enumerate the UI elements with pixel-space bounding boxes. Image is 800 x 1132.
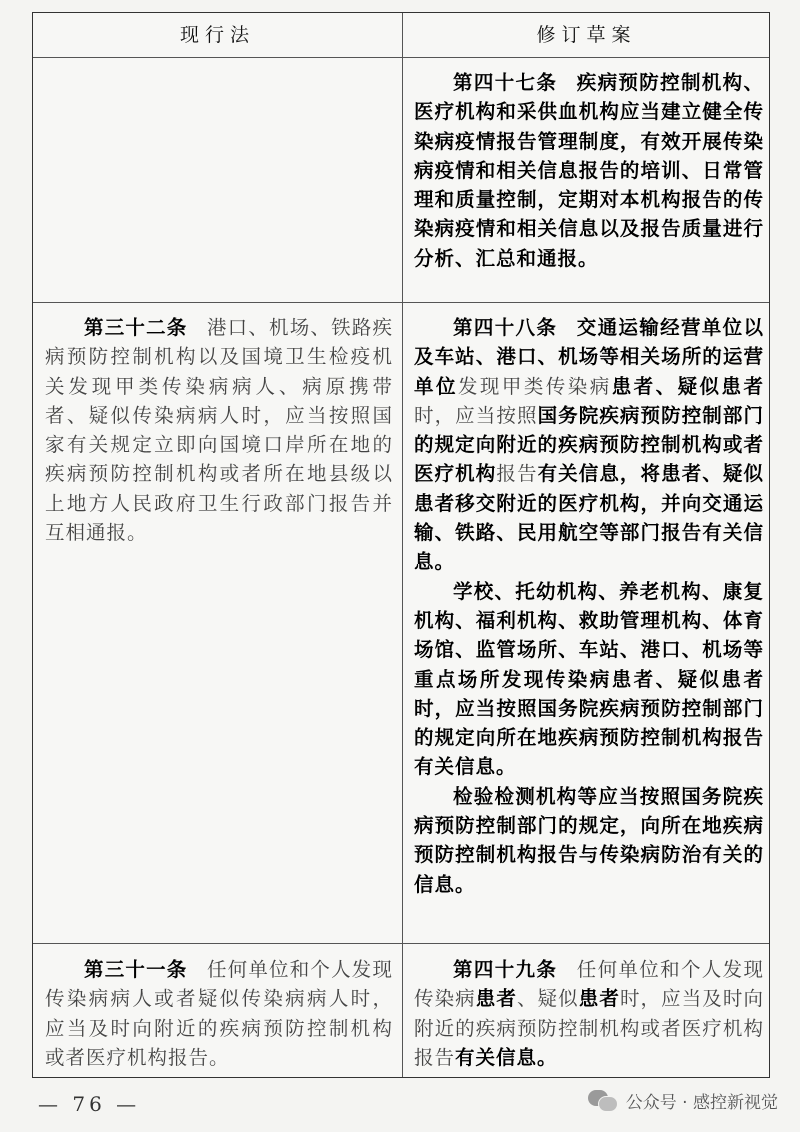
clause-text: 任何单位和个人发现传染病 (414, 958, 764, 1011)
row-1-left-cell (45, 313, 393, 547)
watermark-text: 公众号 · 感控新视觉 (625, 1093, 778, 1113)
clause-paragraph (414, 68, 764, 273)
clause-paragraph (414, 782, 764, 899)
row-1-right-cell (414, 313, 764, 899)
clause-text: 报告 (496, 462, 538, 486)
clause-text: 发现甲类传染病 (457, 374, 612, 398)
clause-paragraph (414, 955, 764, 1072)
clause-text: 港口、机场、铁路疾病预防控制机构以及国境卫生检疫机关发现甲类传染病病人、病原携带者、疑似传染病病人时，应当按照国家有关规定立即向国境口岸所在地的疾病预防控制机构或者所在地县级以上地方人民政府卫生行政部门报告并互相通报。 (45, 316, 393, 545)
row-divider (33, 302, 769, 303)
comparison-table (32, 12, 770, 1078)
clause-text: 患者 (475, 987, 517, 1011)
clause-text: 交通运输经营单位以及车站、港口、机场等相关场所的运营单位 (414, 316, 764, 398)
clause-text: 有关信息。 (455, 1045, 558, 1069)
clause-text: 国务院疾病预防控制部门的规定向附近的疾病预防控制机构或者医疗机构 (414, 403, 764, 486)
article-number: 第三十二条 (84, 316, 188, 339)
clause-text: 患者、疑似患者 (611, 374, 764, 398)
article-number: 第四十九条 (453, 958, 558, 981)
article-number: 第四十七条 (453, 71, 558, 94)
clause-paragraph (414, 313, 764, 577)
row-divider (33, 943, 769, 944)
watermark (588, 1088, 778, 1113)
header-current-law: 现行法 (179, 24, 255, 46)
table-header (33, 13, 769, 58)
clause-paragraph (414, 577, 764, 782)
article-number: 第四十八条 (453, 316, 558, 339)
clause-text: 时，应当及时向附近的疾病预防控制机构或者医疗机构报告 (414, 987, 764, 1069)
clause-paragraph (45, 955, 393, 1072)
column-divider (402, 13, 403, 1077)
clause-text: 时，应当按照 (414, 403, 538, 427)
header-revised-draft: 修订草案 (536, 24, 637, 46)
row-0-right-cell (414, 68, 764, 273)
clause-text: 、疑似 (516, 987, 579, 1011)
clause-text: 有关信息，将患者、疑似患者移交附近的医疗机构，并向交通运输、铁路、民用航空等部门报告有关信息。 (414, 462, 764, 574)
clause-text: 疾病预防控制机构、医疗机构和采供血机构应当建立健全传染病疫情报告管理制度，有效开展传染病疫情和相关信息报告的培训、日常管理和质量控制，定期对本机构报告的传染病疫情和相关信息以及报告质量进行分析、汇总和通报。 (414, 71, 764, 270)
wechat-icon (588, 1090, 618, 1112)
page-number: — 76 — (38, 1092, 141, 1116)
clause-paragraph (45, 313, 393, 547)
clause-text: 患者 (578, 987, 620, 1011)
clause-text: 检验检测机构等应当按照国务院疾病预防控制部门的规定，向所在地疾病预防控制机构报告与传染病防治有关的信息。 (414, 784, 764, 896)
article-number: 第三十一条 (84, 958, 188, 981)
row-2-right-cell (414, 955, 764, 1072)
clause-text: 学校、托幼机构、养老机构、康复机构、福利机构、救助管理机构、体育场馆、监管场所、车站、港口、机场等重点场所发现传染病患者、疑似患者时，应当按照国务院疾病预防控制部门的规定向所在地疾病预防控制机构报告有关信息。 (414, 579, 764, 779)
clause-text: 任何单位和个人发现传染病病人或者疑似传染病病人时，应当及时向附近的疾病预防控制机构或者医疗机构报告。 (45, 958, 393, 1069)
row-2-left-cell (45, 955, 393, 1072)
